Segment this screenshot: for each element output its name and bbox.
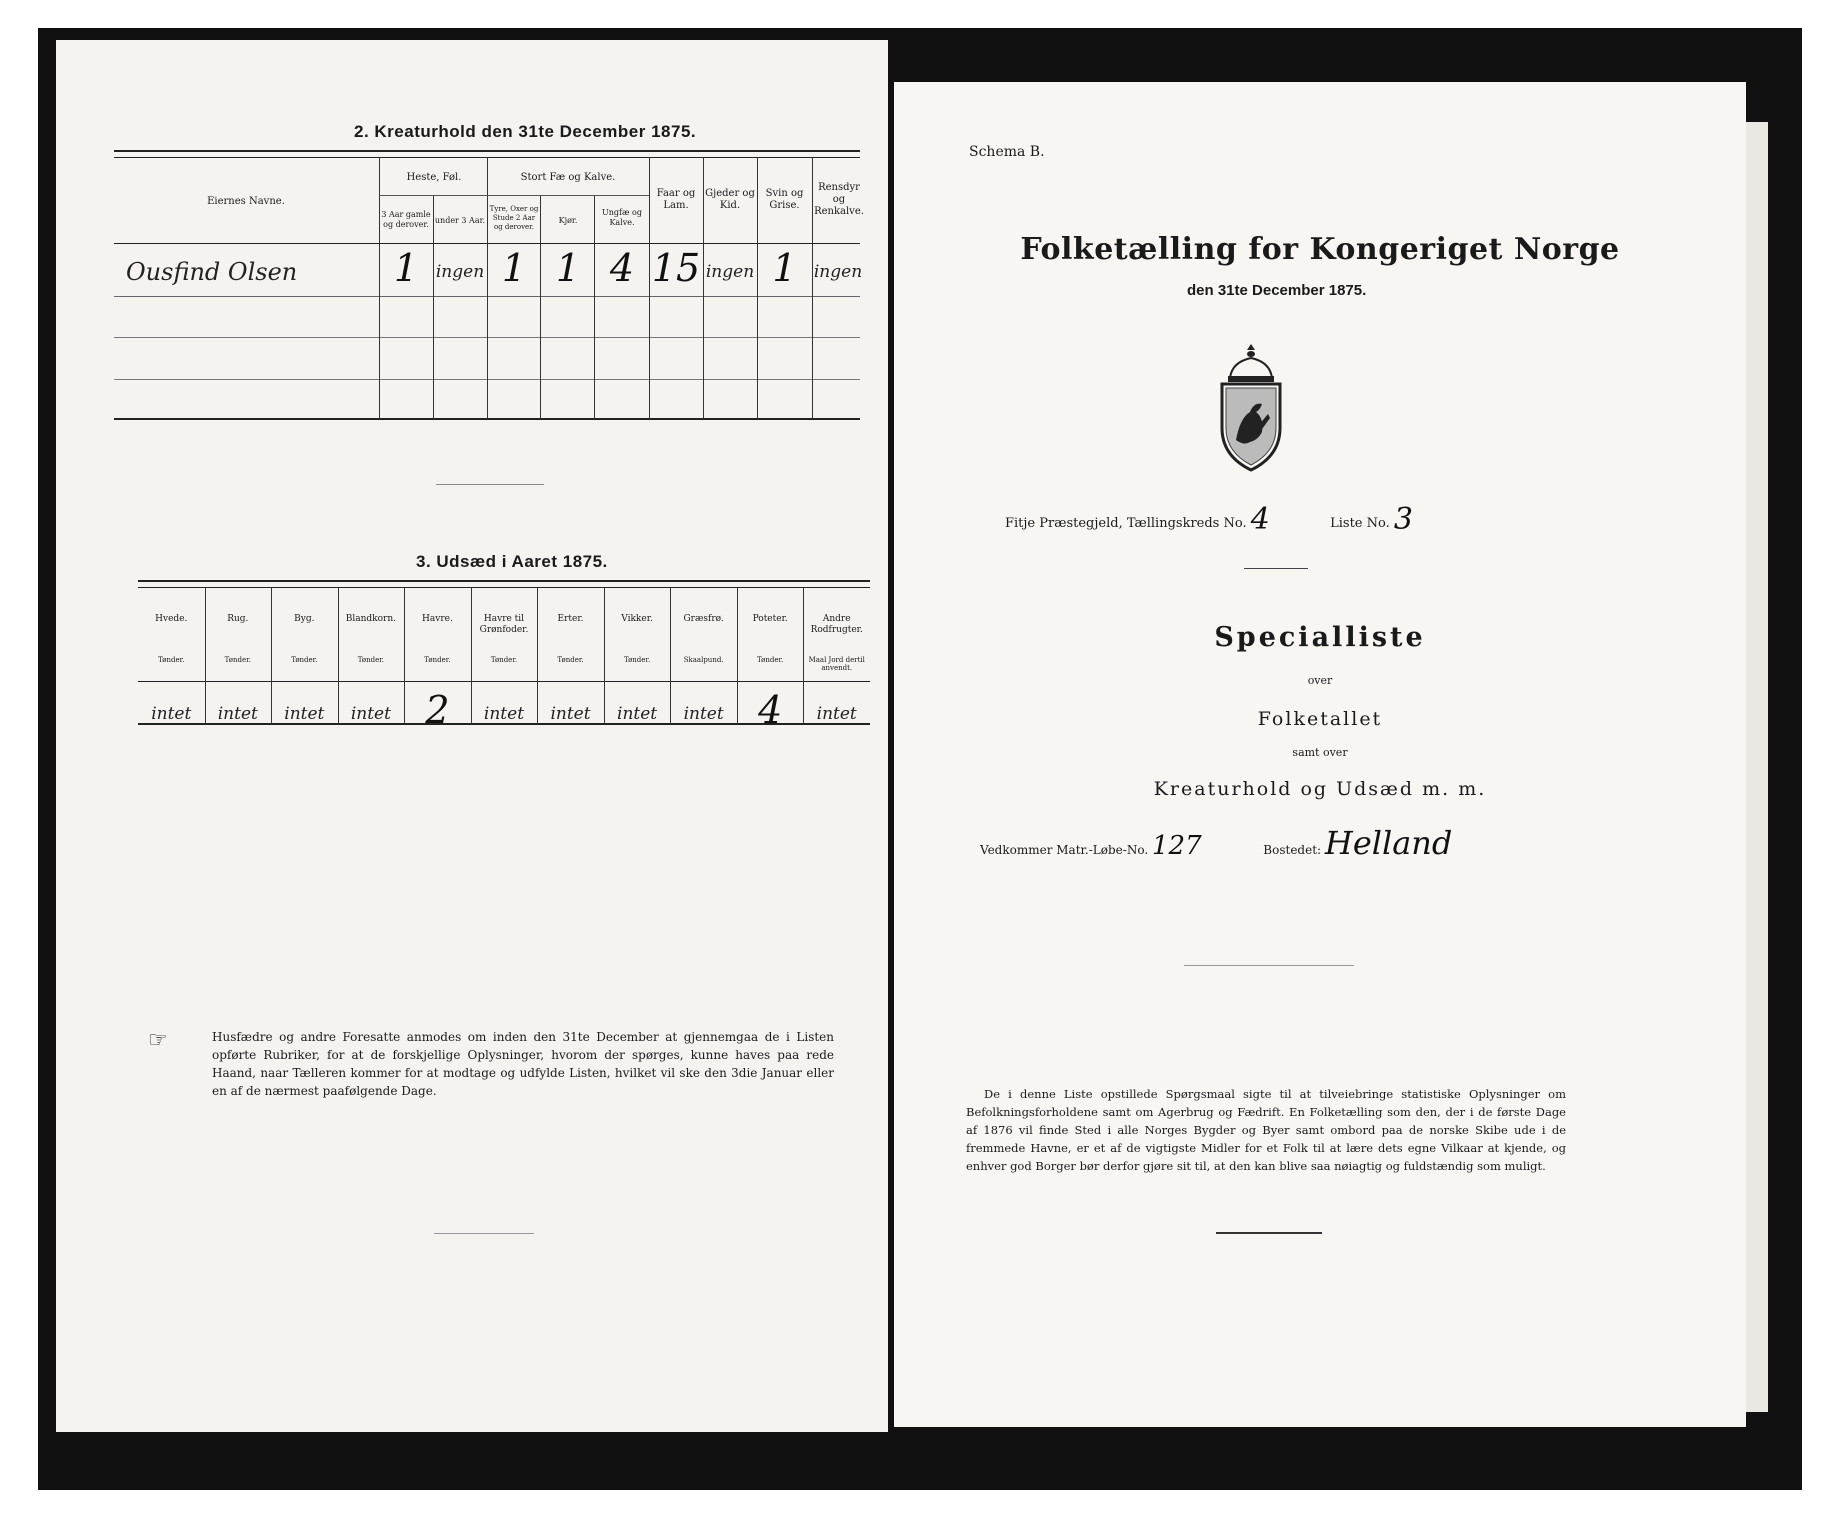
- separator: [434, 1233, 534, 1234]
- separator: [436, 484, 544, 485]
- place-label: Bostedet:: [1263, 843, 1322, 857]
- header-cows: Kjør.: [558, 216, 578, 225]
- parish-name: Fitje: [1005, 516, 1036, 531]
- sowing-header-6: Erter.: [557, 614, 584, 624]
- place-name: Helland: [1324, 824, 1453, 862]
- cover-date: den 31te December 1875.: [1187, 282, 1367, 299]
- col-divider: [540, 195, 541, 419]
- sowing-unit-6: Tønder.: [557, 656, 584, 664]
- coat-of-arms-icon: [1212, 340, 1290, 480]
- district-label: Tællingskreds No.: [1126, 516, 1247, 531]
- cell-pigs: 1: [772, 246, 797, 290]
- header-sheep: Faar og Lam.: [656, 188, 696, 211]
- group-rule: [487, 195, 649, 196]
- sowing-cell-6: intet: [550, 704, 591, 724]
- sowing-header-10: Andre Rodfrugter.: [810, 614, 863, 635]
- sowing-unit-3: Tønder.: [357, 656, 385, 664]
- sowing-header-8: Græsfrø.: [683, 614, 724, 624]
- sowing-header-5: Havre til Grønfoder.: [479, 614, 529, 635]
- sowing-unit-9: Tønder.: [757, 656, 784, 664]
- right-page: [894, 82, 1746, 1427]
- cover-title: Folketælling for Kongeriget Norge: [1020, 232, 1620, 267]
- sowing-header-1: Rug.: [227, 614, 249, 624]
- left-page: [56, 40, 888, 1432]
- header-owner: Eiernes Navne.: [207, 196, 285, 207]
- sowing-unit-7: Tønder.: [623, 656, 651, 664]
- folketallet-text: Folketallet: [1257, 708, 1383, 730]
- header-reindeer: Rensdyr og Renkalve.: [814, 182, 864, 217]
- header-horses: Heste, Føl.: [406, 172, 462, 183]
- cell-cows: 1: [555, 246, 581, 290]
- matr-line: [980, 824, 1452, 862]
- cell-goats: ingen: [705, 262, 755, 282]
- group-rule: [379, 195, 487, 196]
- subheading: Kreaturhold og Udsæd m. m.: [1153, 778, 1487, 800]
- header-cattle-bulls: Tyre, Oxer og Stude 2 Aar og derover.: [489, 205, 539, 231]
- table-rule: [138, 681, 870, 682]
- schema-label: Schema B.: [969, 144, 1045, 160]
- separator: [1244, 568, 1308, 569]
- livestock-title: 2. Kreaturhold den 31te December 1875.: [354, 122, 697, 141]
- sowing-header-3: Blandkorn.: [345, 614, 397, 624]
- parish-label: Præstegjeld,: [1039, 516, 1123, 531]
- cell-sheep: 15: [651, 246, 701, 290]
- sowing-cell-7: intet: [617, 704, 658, 724]
- sowing-header-9: Poteter.: [752, 614, 788, 624]
- sowing-cell-3: intet: [350, 704, 391, 724]
- sowing-unit-4: Tønder.: [424, 656, 451, 664]
- sowing-header-7: Vikker.: [621, 614, 653, 624]
- header-calves: Ungfæ og Kalve.: [602, 208, 642, 227]
- sowing-unit-0: Tønder.: [158, 656, 185, 664]
- sowing-cell-8: intet: [683, 704, 724, 724]
- table-rule: [138, 580, 870, 582]
- header-cattle: Stort Fæ og Kalve.: [520, 172, 616, 183]
- sowing-title: 3. Udsæd i Aaret 1875.: [416, 552, 608, 571]
- sowing-cell-0: intet: [151, 704, 192, 724]
- col-divider: [433, 195, 434, 419]
- sowing-header-0: Hvede.: [155, 614, 188, 624]
- separator: [1184, 965, 1354, 966]
- matr-label: Vedkommer Matr.-Løbe-No.: [980, 843, 1149, 857]
- cell-horses-adult: 1: [393, 246, 419, 290]
- cell-calves: 4: [609, 246, 635, 290]
- list-label: Liste No.: [1330, 516, 1390, 531]
- list-number: 3: [1393, 502, 1413, 537]
- parish-line: [1005, 500, 1413, 535]
- matr-number: 127: [1152, 831, 1202, 861]
- sowing-cell-5: intet: [483, 704, 525, 724]
- col-divider: [594, 195, 595, 419]
- sowing-cell-2: intet: [284, 704, 325, 724]
- cell-bulls: 1: [501, 246, 527, 290]
- sowing-cell-4: 2: [425, 688, 450, 732]
- sowing-cell-9: 4: [758, 688, 783, 732]
- sowing-unit-5: Tønder.: [490, 656, 518, 664]
- pointing-hand-icon: ☞: [148, 1028, 168, 1053]
- sowing-unit-8: Skaalpund.: [683, 656, 724, 664]
- sowing-unit-1: Tønder.: [224, 656, 251, 664]
- table-rule: [114, 150, 860, 152]
- cell-horses-young: ingen: [435, 262, 485, 282]
- specialliste-heading: Specialliste: [1214, 622, 1426, 653]
- sowing-cell-1: intet: [217, 704, 258, 724]
- sowing-header-4: Havre.: [422, 614, 453, 624]
- separator: [1216, 1232, 1322, 1234]
- footnote-text: Husfædre og andre Foresatte anmodes om inden den 31te December at gjennemgaa de i Listen opførte Rubriker, for at de forskjellige Oplysninger, hvorom der spørges, kunne haves paa rede Haand, naar Tælleren kommer for at modtage og udfylde Listen, hvilket vil ske den 3die Januar eller en af de nærmest paafølgende Dage.: [212, 1030, 834, 1098]
- sowing-cell-10: intet: [816, 704, 857, 724]
- sowing-unit-2: Tønder.: [291, 656, 318, 664]
- sowing-unit-10: Maal Jord dertil anvendt.: [808, 656, 865, 672]
- header-horses-young: under 3 Aar.: [434, 216, 486, 225]
- cell-reindeer: ingen: [813, 262, 863, 282]
- header-pigs: Svin og Grise.: [765, 188, 804, 211]
- table-rule: [138, 587, 870, 588]
- district-number: 4: [1250, 502, 1270, 537]
- header-horses-adult: 3 Aar gamle og derover.: [381, 210, 431, 229]
- header-goats: Gjeder og Kid.: [705, 188, 755, 211]
- samt-over-text: samt over: [1292, 746, 1348, 759]
- owner-name: Ousfind Olsen: [126, 258, 298, 286]
- cover-paragraph: De i denne Liste opstillede Spørgsmaal sigte til at tilveiebringe statistiske Oplysninger om Befolkningsforholdene samt om Agerbrug og Fædrift. En Folketælling som den, der i de første Dage af 1876 vil finde Sted i alle Norges Bygder og Byer samt ombord paa de norske Skibe ude i de fremmede Havne, er et af de vigtigste Midler for et Folk til at lære dets egne Vilkaar at kjende, og enhver god Borger bør derfor gjøre sit til, at den kan blive saa nøiagtig og fuldstændig som muligt.: [966, 1087, 1566, 1173]
- over-text: over: [1307, 674, 1333, 687]
- sowing-header-2: Byg.: [294, 614, 315, 624]
